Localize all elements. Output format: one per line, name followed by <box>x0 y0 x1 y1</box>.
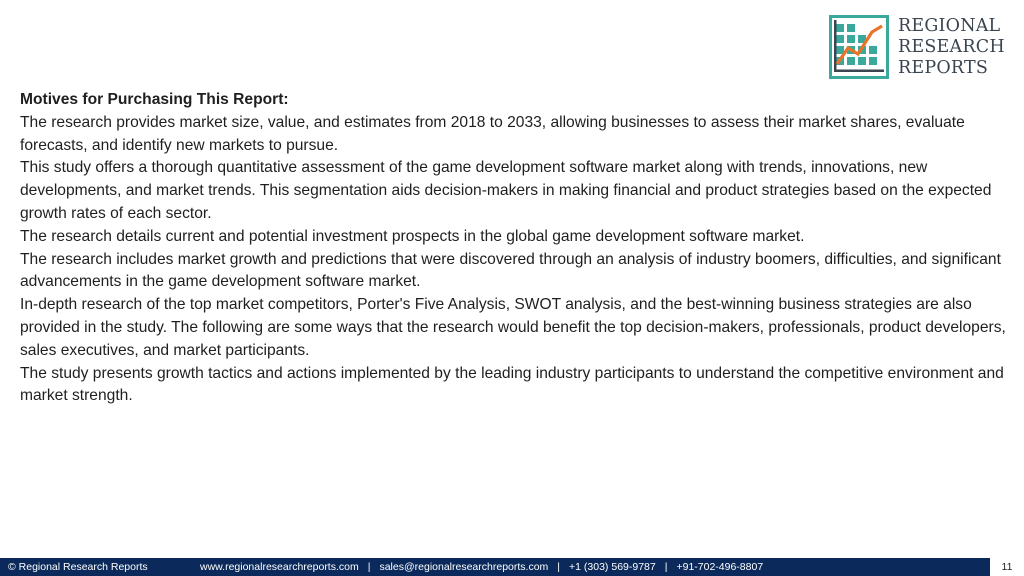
paragraph-growth-tactics: The study presents growth tactics and actions implemented by the leading industry participants to understand the competitive environment and market strength. <box>20 364 1004 405</box>
logo-wordmark <box>898 16 1005 79</box>
footer-email-link[interactable]: sales@regionalresearchreports.com <box>379 561 549 573</box>
footer-separator: | <box>367 561 371 573</box>
logo-line-1: REGIONAL <box>898 15 1001 36</box>
paragraph-quantitative-assessment: This study offers a thorough quantitative assessment of the game development software market along with trends, innovations, new developments, and market trends. This segmentation aids decision-makers in making financial and product strategies based on the expected growth rates of each sector. <box>20 159 992 222</box>
chart-logo-icon <box>828 14 890 80</box>
page-number: 11 <box>990 558 1024 576</box>
paragraph-market-size: The research provides market size, value, and estimates from 2018 to 2033, allowing businesses to assess their market shares, evaluate forecasts, and identify new markets to pursue. <box>20 113 965 154</box>
footer-copyright: © Regional Research Reports <box>8 561 148 573</box>
footer-contacts <box>200 561 763 573</box>
logo-line-3: REPORTS <box>898 57 989 78</box>
footer-separator: | <box>557 561 561 573</box>
section-heading: Motives for Purchasing This Report: <box>20 91 289 108</box>
paragraph-market-growth: The research includes market growth and predictions that were discovered through an analysis of industry boomers, difficulties, and significant advancements in the game development software market. <box>20 250 1001 291</box>
footer-phone-in: +91-702-496-8807 <box>676 561 764 573</box>
logo-line-2: RESEARCH <box>898 36 1005 57</box>
footer-bar <box>0 558 1024 576</box>
footer-separator: | <box>664 561 668 573</box>
footer-website-link[interactable]: www.regionalresearchreports.com <box>200 561 359 573</box>
footer-phone-us: +1 (303) 569-9787 <box>569 561 656 573</box>
company-logo <box>828 12 1018 82</box>
paragraph-competitor-research: In-depth research of the top market competitors, Porter's Five Analysis, SWOT analysis, and the best-winning business strategies are also provided in the study. The following are some ways that the research would benefit the top decision-makers, professionals, product developers, sales executives, and market participants. <box>20 296 1006 359</box>
paragraph-investment-prospects: The research details current and potential investment prospects in the global game development software market. <box>20 227 805 245</box>
report-motives-section <box>20 89 1010 408</box>
